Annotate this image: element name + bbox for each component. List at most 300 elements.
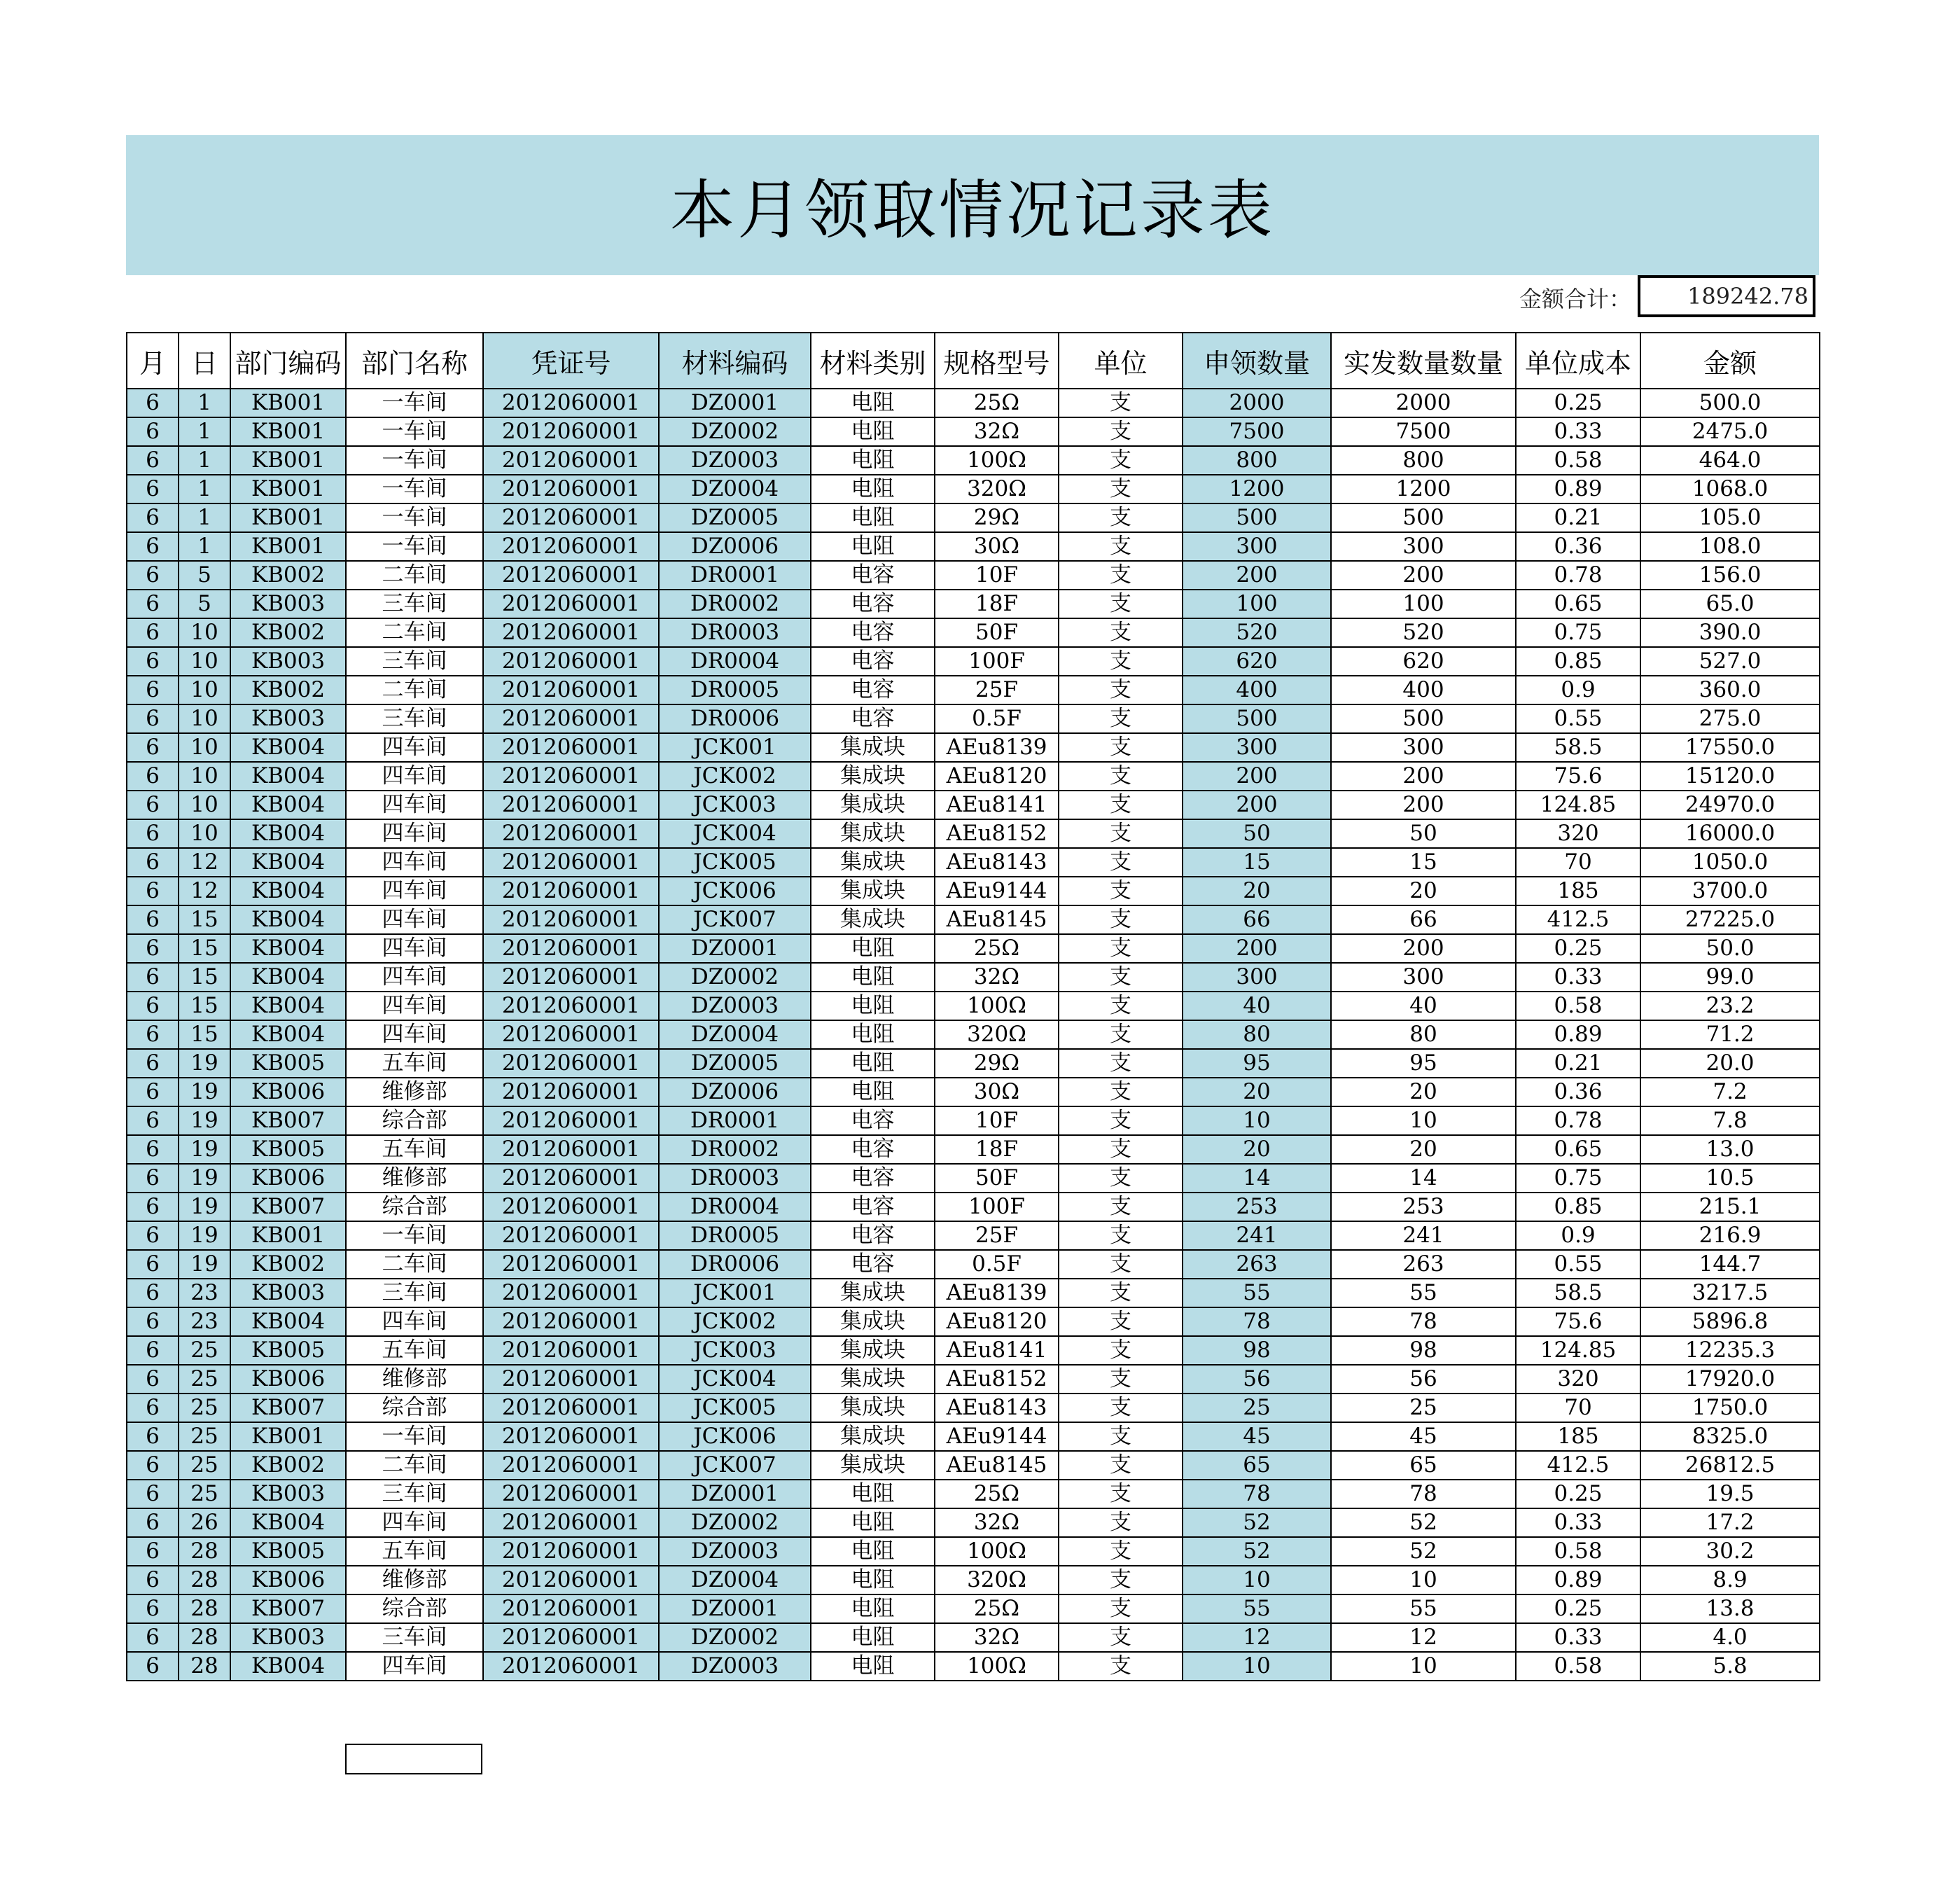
table-cell[interactable]: 50 [1183, 819, 1331, 848]
table-cell[interactable]: AEu9144 [935, 1422, 1059, 1451]
table-cell[interactable]: 电容 [811, 647, 935, 676]
table-cell[interactable]: 2012060001 [483, 532, 659, 561]
table-cell[interactable]: 6 [127, 1049, 179, 1078]
table-cell[interactable]: 0.58 [1516, 1537, 1640, 1566]
table-cell[interactable]: KB004 [230, 1020, 346, 1049]
table-cell[interactable]: 二车间 [346, 1250, 483, 1279]
table-cell[interactable]: JCK003 [659, 791, 811, 819]
table-cell[interactable]: 2012060001 [483, 791, 659, 819]
table-cell[interactable]: 32Ω [935, 963, 1059, 992]
table-cell[interactable]: 78 [1183, 1307, 1331, 1336]
table-cell[interactable]: 620 [1183, 647, 1331, 676]
table-cell[interactable]: 四车间 [346, 1307, 483, 1336]
table-cell[interactable]: 527.0 [1640, 647, 1820, 676]
table-cell[interactable]: KB001 [230, 1221, 346, 1250]
table-cell[interactable]: 95 [1331, 1049, 1516, 1078]
table-cell[interactable]: KB003 [230, 647, 346, 676]
table-cell[interactable]: 200 [1183, 934, 1331, 963]
table-cell[interactable]: 80 [1331, 1020, 1516, 1049]
table-cell[interactable]: KB003 [230, 1279, 346, 1307]
table-cell[interactable]: 56 [1183, 1365, 1331, 1394]
table-cell[interactable]: 0.75 [1516, 1164, 1640, 1193]
table-cell[interactable]: KB004 [230, 992, 346, 1020]
table-cell[interactable]: 32Ω [935, 417, 1059, 446]
table-cell[interactable]: 12 [179, 848, 230, 877]
table-cell[interactable]: KB004 [230, 819, 346, 848]
table-cell[interactable]: KB001 [230, 532, 346, 561]
table-cell[interactable]: 2012060001 [483, 1480, 659, 1508]
table-cell[interactable]: KB001 [230, 417, 346, 446]
table-cell[interactable]: 50 [1331, 819, 1516, 848]
table-cell[interactable]: KB004 [230, 963, 346, 992]
table-cell[interactable]: 464.0 [1640, 446, 1820, 475]
table-cell[interactable]: 0.33 [1516, 417, 1640, 446]
table-cell[interactable]: 10 [179, 618, 230, 647]
table-cell[interactable]: 6 [127, 1623, 179, 1652]
table-cell[interactable]: 28 [179, 1594, 230, 1623]
table-cell[interactable]: DZ0001 [659, 1480, 811, 1508]
table-cell[interactable]: DR0001 [659, 561, 811, 590]
header-cell[interactable]: 单位 [1059, 333, 1183, 389]
table-cell[interactable]: JCK004 [659, 819, 811, 848]
table-cell[interactable]: DR0002 [659, 590, 811, 618]
table-cell[interactable]: 集成块 [811, 848, 935, 877]
table-cell[interactable]: 支 [1059, 1106, 1183, 1135]
table-cell[interactable]: 20 [1183, 1078, 1331, 1106]
table-cell[interactable]: 71.2 [1640, 1020, 1820, 1049]
table-cell[interactable]: 集成块 [811, 733, 935, 762]
table-cell[interactable]: 320Ω [935, 1020, 1059, 1049]
table-cell[interactable]: 6 [127, 1394, 179, 1422]
table-cell[interactable]: 20 [1183, 1135, 1331, 1164]
header-cell[interactable]: 材料编码 [659, 333, 811, 389]
table-cell[interactable]: 2475.0 [1640, 417, 1820, 446]
table-cell[interactable]: 集成块 [811, 1279, 935, 1307]
table-cell[interactable]: 56 [1331, 1365, 1516, 1394]
table-cell[interactable]: 电阻 [811, 992, 935, 1020]
table-cell[interactable]: 5 [179, 561, 230, 590]
table-cell[interactable]: 电阻 [811, 475, 935, 503]
table-cell[interactable]: 65.0 [1640, 590, 1820, 618]
table-cell[interactable]: 15 [179, 963, 230, 992]
table-cell[interactable]: KB004 [230, 791, 346, 819]
table-cell[interactable]: 支 [1059, 1164, 1183, 1193]
table-cell[interactable]: 集成块 [811, 1422, 935, 1451]
table-cell[interactable]: 52 [1183, 1508, 1331, 1537]
table-cell[interactable]: 23.2 [1640, 992, 1820, 1020]
table-cell[interactable]: 0.89 [1516, 475, 1640, 503]
table-cell[interactable]: 500.0 [1640, 389, 1820, 417]
table-cell[interactable]: 电阻 [811, 389, 935, 417]
table-cell[interactable]: 12235.3 [1640, 1336, 1820, 1365]
table-cell[interactable]: DZ0001 [659, 1594, 811, 1623]
table-cell[interactable]: DZ0005 [659, 1049, 811, 1078]
table-cell[interactable]: 0.25 [1516, 389, 1640, 417]
table-cell[interactable]: 2012060001 [483, 475, 659, 503]
table-cell[interactable]: 2012060001 [483, 676, 659, 704]
table-cell[interactable]: JCK002 [659, 762, 811, 791]
table-cell[interactable]: DZ0002 [659, 417, 811, 446]
table-cell[interactable]: JCK004 [659, 1365, 811, 1394]
table-cell[interactable]: 200 [1331, 561, 1516, 590]
table-cell[interactable]: 6 [127, 1451, 179, 1480]
table-cell[interactable]: 500 [1183, 704, 1331, 733]
table-cell[interactable]: 2012060001 [483, 1566, 659, 1594]
table-cell[interactable]: AEu8145 [935, 1451, 1059, 1480]
table-cell[interactable]: 200 [1183, 762, 1331, 791]
table-cell[interactable]: DR0003 [659, 618, 811, 647]
table-cell[interactable]: 支 [1059, 1279, 1183, 1307]
table-cell[interactable]: 维修部 [346, 1078, 483, 1106]
table-cell[interactable]: 5 [179, 590, 230, 618]
table-cell[interactable]: 25 [1331, 1394, 1516, 1422]
table-cell[interactable]: KB004 [230, 1508, 346, 1537]
table-cell[interactable]: 80 [1183, 1020, 1331, 1049]
table-cell[interactable]: 320Ω [935, 475, 1059, 503]
table-cell[interactable]: 电容 [811, 561, 935, 590]
table-cell[interactable]: 78 [1183, 1480, 1331, 1508]
table-cell[interactable]: 维修部 [346, 1566, 483, 1594]
table-cell[interactable]: 412.5 [1516, 1451, 1640, 1480]
table-cell[interactable]: 四车间 [346, 992, 483, 1020]
table-cell[interactable]: 65 [1331, 1451, 1516, 1480]
table-cell[interactable]: KB007 [230, 1594, 346, 1623]
table-cell[interactable]: 19 [179, 1193, 230, 1221]
table-cell[interactable]: DZ0003 [659, 992, 811, 1020]
table-cell[interactable]: 电阻 [811, 1537, 935, 1566]
table-cell[interactable]: 2012060001 [483, 1394, 659, 1422]
table-cell[interactable]: 20 [1331, 1078, 1516, 1106]
table-cell[interactable]: 10 [179, 819, 230, 848]
table-cell[interactable]: KB004 [230, 762, 346, 791]
table-cell[interactable]: 四车间 [346, 791, 483, 819]
table-cell[interactable]: 支 [1059, 1623, 1183, 1652]
table-cell[interactable]: 一车间 [346, 389, 483, 417]
table-cell[interactable]: 6 [127, 877, 179, 905]
table-cell[interactable]: KB003 [230, 704, 346, 733]
table-cell[interactable]: 6 [127, 446, 179, 475]
table-cell[interactable]: JCK006 [659, 1422, 811, 1451]
table-cell[interactable]: 支 [1059, 1480, 1183, 1508]
table-cell[interactable]: 支 [1059, 1049, 1183, 1078]
table-cell[interactable]: 50F [935, 618, 1059, 647]
table-cell[interactable]: 25F [935, 676, 1059, 704]
table-cell[interactable]: 2012060001 [483, 1279, 659, 1307]
table-cell[interactable]: 集成块 [811, 1307, 935, 1336]
table-cell[interactable]: 10 [1183, 1566, 1331, 1594]
table-cell[interactable]: 78 [1331, 1480, 1516, 1508]
table-cell[interactable]: AEu8120 [935, 1307, 1059, 1336]
table-cell[interactable]: 2012060001 [483, 1106, 659, 1135]
table-cell[interactable]: 6 [127, 1193, 179, 1221]
table-cell[interactable]: KB006 [230, 1078, 346, 1106]
table-cell[interactable]: 1200 [1331, 475, 1516, 503]
table-cell[interactable]: 25 [1183, 1394, 1331, 1422]
table-cell[interactable]: 124.85 [1516, 791, 1640, 819]
table-cell[interactable]: 99.0 [1640, 963, 1820, 992]
table-cell[interactable]: 三车间 [346, 590, 483, 618]
table-cell[interactable]: 四车间 [346, 905, 483, 934]
table-cell[interactable]: 25 [179, 1451, 230, 1480]
table-cell[interactable]: 2012060001 [483, 1594, 659, 1623]
table-cell[interactable]: 五车间 [346, 1537, 483, 1566]
table-cell[interactable]: 2012060001 [483, 647, 659, 676]
table-cell[interactable]: KB006 [230, 1365, 346, 1394]
table-cell[interactable]: 14 [1331, 1164, 1516, 1193]
table-cell[interactable]: 26 [179, 1508, 230, 1537]
table-cell[interactable]: 综合部 [346, 1594, 483, 1623]
table-cell[interactable]: 28 [179, 1623, 230, 1652]
table-cell[interactable]: 支 [1059, 590, 1183, 618]
table-cell[interactable]: 0.85 [1516, 1193, 1640, 1221]
table-cell[interactable]: 2012060001 [483, 1451, 659, 1480]
table-cell[interactable]: 电阻 [811, 1652, 935, 1681]
table-cell[interactable]: 45 [1183, 1422, 1331, 1451]
table-cell[interactable]: 6 [127, 618, 179, 647]
table-cell[interactable]: 25F [935, 1221, 1059, 1250]
table-cell[interactable]: 综合部 [346, 1106, 483, 1135]
table-cell[interactable]: 20 [1183, 877, 1331, 905]
table-cell[interactable]: 2012060001 [483, 503, 659, 532]
table-cell[interactable]: 6 [127, 963, 179, 992]
table-cell[interactable]: 一车间 [346, 1422, 483, 1451]
table-cell[interactable]: 支 [1059, 1394, 1183, 1422]
table-cell[interactable]: 19 [179, 1250, 230, 1279]
table-cell[interactable]: 7500 [1331, 417, 1516, 446]
table-cell[interactable]: JCK006 [659, 877, 811, 905]
table-cell[interactable]: 10 [1331, 1106, 1516, 1135]
table-cell[interactable]: JCK005 [659, 1394, 811, 1422]
table-cell[interactable]: 支 [1059, 417, 1183, 446]
table-cell[interactable]: 2012060001 [483, 1365, 659, 1394]
table-cell[interactable]: 23 [179, 1307, 230, 1336]
table-cell[interactable]: 三车间 [346, 1480, 483, 1508]
table-cell[interactable]: 15 [1331, 848, 1516, 877]
table-cell[interactable]: 二车间 [346, 676, 483, 704]
table-cell[interactable]: 6 [127, 791, 179, 819]
table-cell[interactable]: 0.75 [1516, 618, 1640, 647]
table-cell[interactable]: 5896.8 [1640, 1307, 1820, 1336]
table-cell[interactable]: 四车间 [346, 733, 483, 762]
table-cell[interactable]: 18F [935, 1135, 1059, 1164]
table-cell[interactable]: 支 [1059, 561, 1183, 590]
table-cell[interactable]: 2012060001 [483, 1422, 659, 1451]
table-cell[interactable]: 支 [1059, 877, 1183, 905]
table-cell[interactable]: 综合部 [346, 1193, 483, 1221]
table-cell[interactable]: 32Ω [935, 1623, 1059, 1652]
table-cell[interactable]: 98 [1331, 1336, 1516, 1365]
table-cell[interactable]: 一车间 [346, 1221, 483, 1250]
table-cell[interactable]: 15 [179, 1020, 230, 1049]
table-cell[interactable]: KB005 [230, 1336, 346, 1365]
table-cell[interactable]: 100Ω [935, 1537, 1059, 1566]
table-cell[interactable]: 0.33 [1516, 1508, 1640, 1537]
table-cell[interactable]: 电阻 [811, 934, 935, 963]
table-cell[interactable]: KB004 [230, 905, 346, 934]
table-cell[interactable]: 40 [1183, 992, 1331, 1020]
table-cell[interactable]: JCK001 [659, 1279, 811, 1307]
table-cell[interactable]: 19 [179, 1049, 230, 1078]
table-cell[interactable]: 四车间 [346, 762, 483, 791]
table-cell[interactable]: 17920.0 [1640, 1365, 1820, 1394]
table-cell[interactable]: DZ0002 [659, 963, 811, 992]
table-cell[interactable]: 10 [1183, 1652, 1331, 1681]
table-cell[interactable]: 15 [1183, 848, 1331, 877]
table-cell[interactable]: 400 [1331, 676, 1516, 704]
table-cell[interactable]: 12 [1183, 1623, 1331, 1652]
table-cell[interactable]: 集成块 [811, 819, 935, 848]
table-cell[interactable]: 52 [1331, 1508, 1516, 1537]
table-cell[interactable]: 2012060001 [483, 762, 659, 791]
table-cell[interactable]: 0.25 [1516, 934, 1640, 963]
table-cell[interactable]: 电容 [811, 1164, 935, 1193]
table-cell[interactable]: 2012060001 [483, 417, 659, 446]
table-cell[interactable]: 10 [179, 791, 230, 819]
table-cell[interactable]: 一车间 [346, 532, 483, 561]
table-cell[interactable]: 40 [1331, 992, 1516, 1020]
table-cell[interactable]: 300 [1183, 733, 1331, 762]
table-cell[interactable]: 支 [1059, 1508, 1183, 1537]
table-cell[interactable]: 19 [179, 1221, 230, 1250]
table-cell[interactable]: 17550.0 [1640, 733, 1820, 762]
table-cell[interactable]: 二车间 [346, 561, 483, 590]
table-cell[interactable]: 25 [179, 1394, 230, 1422]
table-cell[interactable]: 6 [127, 1594, 179, 1623]
table-cell[interactable]: KB005 [230, 1537, 346, 1566]
table-cell[interactable]: DR0001 [659, 1106, 811, 1135]
table-cell[interactable]: 0.25 [1516, 1594, 1640, 1623]
table-cell[interactable]: 28 [179, 1566, 230, 1594]
table-cell[interactable]: 4.0 [1640, 1623, 1820, 1652]
table-cell[interactable]: 108.0 [1640, 532, 1820, 561]
table-cell[interactable]: DZ0004 [659, 1020, 811, 1049]
header-cell[interactable]: 部门名称 [346, 333, 483, 389]
header-cell[interactable]: 实发数量数量 [1331, 333, 1516, 389]
table-cell[interactable]: 27225.0 [1640, 905, 1820, 934]
table-cell[interactable]: 23 [179, 1279, 230, 1307]
table-cell[interactable]: 支 [1059, 905, 1183, 934]
table-cell[interactable]: 支 [1059, 992, 1183, 1020]
table-cell[interactable]: 电容 [811, 676, 935, 704]
table-cell[interactable]: KB003 [230, 590, 346, 618]
table-cell[interactable]: KB001 [230, 503, 346, 532]
table-cell[interactable]: 28 [179, 1537, 230, 1566]
table-cell[interactable]: 支 [1059, 1365, 1183, 1394]
table-cell[interactable]: DZ0003 [659, 446, 811, 475]
table-cell[interactable]: 支 [1059, 963, 1183, 992]
table-cell[interactable]: 支 [1059, 1250, 1183, 1279]
table-cell[interactable]: 一车间 [346, 475, 483, 503]
table-cell[interactable]: 6 [127, 1250, 179, 1279]
table-cell[interactable]: 支 [1059, 1078, 1183, 1106]
table-cell[interactable]: JCK007 [659, 905, 811, 934]
table-cell[interactable]: 390.0 [1640, 618, 1820, 647]
table-cell[interactable]: 6 [127, 1480, 179, 1508]
table-cell[interactable]: 3217.5 [1640, 1279, 1820, 1307]
table-cell[interactable]: DR0005 [659, 676, 811, 704]
table-cell[interactable]: 支 [1059, 762, 1183, 791]
table-cell[interactable]: 三车间 [346, 647, 483, 676]
table-cell[interactable]: 55 [1331, 1594, 1516, 1623]
table-cell[interactable]: 100F [935, 1193, 1059, 1221]
table-cell[interactable]: 15 [179, 992, 230, 1020]
table-cell[interactable]: 支 [1059, 934, 1183, 963]
table-cell[interactable]: KB007 [230, 1106, 346, 1135]
table-cell[interactable]: DZ0006 [659, 1078, 811, 1106]
table-cell[interactable]: 1 [179, 446, 230, 475]
table-cell[interactable]: 19 [179, 1106, 230, 1135]
table-cell[interactable]: 6 [127, 1336, 179, 1365]
table-cell[interactable]: DZ0004 [659, 475, 811, 503]
table-cell[interactable]: 263 [1331, 1250, 1516, 1279]
table-cell[interactable]: 95 [1183, 1049, 1331, 1078]
table-cell[interactable]: 电容 [811, 618, 935, 647]
table-cell[interactable]: 241 [1331, 1221, 1516, 1250]
table-cell[interactable]: 电阻 [811, 1020, 935, 1049]
table-cell[interactable]: DR0006 [659, 704, 811, 733]
table-cell[interactable]: 支 [1059, 1221, 1183, 1250]
table-cell[interactable]: 15 [179, 905, 230, 934]
table-cell[interactable]: 支 [1059, 1135, 1183, 1164]
table-cell[interactable]: AEu8145 [935, 905, 1059, 934]
table-cell[interactable]: 28 [179, 1652, 230, 1681]
table-cell[interactable]: 四车间 [346, 934, 483, 963]
table-cell[interactable]: 2012060001 [483, 1193, 659, 1221]
table-cell[interactable]: 2012060001 [483, 1508, 659, 1537]
table-cell[interactable]: 263 [1183, 1250, 1331, 1279]
table-cell[interactable]: 6 [127, 848, 179, 877]
table-cell[interactable]: 6 [127, 992, 179, 1020]
table-cell[interactable]: 电容 [811, 1221, 935, 1250]
table-cell[interactable]: 6 [127, 1106, 179, 1135]
table-cell[interactable]: 6 [127, 503, 179, 532]
table-cell[interactable]: 100Ω [935, 1652, 1059, 1681]
table-cell[interactable]: 30.2 [1640, 1537, 1820, 1566]
table-cell[interactable]: 70 [1516, 848, 1640, 877]
table-cell[interactable]: 6 [127, 1422, 179, 1451]
table-cell[interactable]: 52 [1183, 1537, 1331, 1566]
table-cell[interactable]: JCK003 [659, 1336, 811, 1365]
table-cell[interactable]: 二车间 [346, 618, 483, 647]
table-cell[interactable]: 185 [1516, 1422, 1640, 1451]
header-cell[interactable]: 日 [179, 333, 230, 389]
table-cell[interactable]: 电容 [811, 1250, 935, 1279]
table-cell[interactable]: DZ0002 [659, 1508, 811, 1537]
table-cell[interactable]: 2012060001 [483, 992, 659, 1020]
table-cell[interactable]: 2012060001 [483, 446, 659, 475]
table-cell[interactable]: 支 [1059, 1566, 1183, 1594]
table-cell[interactable]: DZ0002 [659, 1623, 811, 1652]
table-cell[interactable]: 四车间 [346, 1652, 483, 1681]
table-cell[interactable]: 800 [1331, 446, 1516, 475]
table-cell[interactable]: 一车间 [346, 503, 483, 532]
table-cell[interactable]: 电阻 [811, 1480, 935, 1508]
table-cell[interactable]: 2000 [1331, 389, 1516, 417]
table-cell[interactable]: AEu8143 [935, 1394, 1059, 1422]
table-cell[interactable]: 集成块 [811, 1394, 935, 1422]
table-cell[interactable]: 支 [1059, 848, 1183, 877]
table-cell[interactable]: 124.85 [1516, 1336, 1640, 1365]
table-cell[interactable]: 320 [1516, 1365, 1640, 1394]
table-cell[interactable]: 7.8 [1640, 1106, 1820, 1135]
table-cell[interactable]: 300 [1331, 532, 1516, 561]
table-cell[interactable]: 2012060001 [483, 1652, 659, 1681]
header-cell[interactable]: 凭证号 [483, 333, 659, 389]
table-cell[interactable]: 四车间 [346, 1020, 483, 1049]
table-cell[interactable]: 集成块 [811, 877, 935, 905]
table-cell[interactable]: 12 [1331, 1623, 1516, 1652]
table-cell[interactable]: 2012060001 [483, 1164, 659, 1193]
